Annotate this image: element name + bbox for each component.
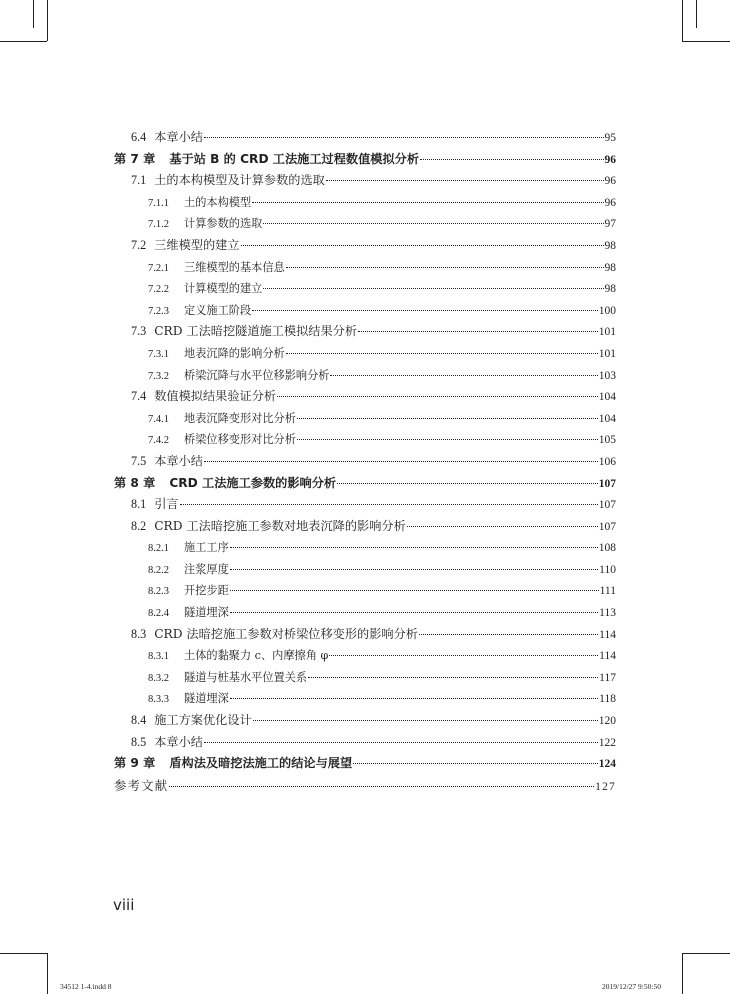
toc-entry-number: 7.3.1 [148,348,169,360]
toc-entry-sub [114,300,616,322]
crop-mark [682,953,683,994]
toc-entry-title: 隧道与桩基水平位置关系 [184,670,308,684]
toc-entry-sub [114,602,616,624]
toc-entry-number: 7.3 [131,324,147,339]
toc-entry-number: 8.3.3 [148,694,169,706]
toc-entry-page: 122 [598,736,616,749]
toc-entry-sub [114,537,616,559]
toc-entry-title: 本章小结 [154,734,203,749]
toc-entry-page: 110 [599,563,616,576]
toc-entry-title: 数值模拟结果验证分析 [154,389,277,404]
crop-mark [682,41,730,42]
toc-entry-sub [114,192,616,214]
toc-entry-section [114,170,616,192]
dot-leader [169,786,594,787]
toc-entry-page: 118 [599,693,616,706]
toc-entry-sub [114,688,616,710]
toc-entry-page: 104 [598,391,616,404]
toc-entry-page: 104 [598,412,616,425]
toc-entry-title: 定义施工阶段 [184,303,252,317]
crop-mark [682,953,730,954]
toc-entry-number: 8.3.1 [148,651,169,663]
toc-entry-section [114,386,616,408]
toc-entry-sub [114,257,616,279]
dot-leader [204,742,598,743]
toc-entry-number: 7.1 [131,173,147,188]
toc-entry-chapter [114,473,616,495]
slug-file: 34512 1-4.indd 8 [60,982,112,991]
toc-entry-number: 7.2 [131,237,147,252]
dot-leader [230,590,599,591]
toc-entry-title: 注浆厚度 [184,562,229,576]
toc-entry-number: 8.2.3 [148,586,169,598]
dot-leader [286,267,604,268]
toc-entry-page: 100 [598,304,616,317]
dot-leader [230,612,598,613]
toc-entry-title: 土的本构模型 [184,195,252,209]
toc-entry-title: CRD 工法暗挖施工参数对地表沉降的影响分析 [154,518,406,533]
toc-entry-chapter [114,149,616,171]
table-of-contents [114,127,616,796]
dot-leader [308,677,598,678]
toc-entry-page: 114 [599,628,616,641]
toc-entry-number: 8.5 [131,734,147,749]
toc-entry-sub [114,278,616,300]
crop-mark [33,0,34,28]
dot-leader [329,655,598,656]
toc-entry-number: 8.2.1 [148,543,169,555]
toc-entry-number: 8.2 [131,518,147,533]
toc-entry-page: 117 [599,671,616,684]
toc-entry-page: 106 [598,455,616,468]
toc-entry-section [114,235,616,257]
toc-entry-page: 101 [598,326,616,339]
toc-entry-chapter [114,753,616,775]
crop-mark [47,0,48,41]
toc-entry-section [114,321,616,343]
toc-entry-number: 8.3.2 [148,672,169,684]
toc-entry-page: 124 [598,758,616,771]
dot-leader [407,526,598,527]
toc-entry-title: 引言 [154,497,179,512]
toc-entry-section [114,710,616,732]
toc-entry-page: 107 [598,520,616,533]
toc-entry-title: 参考文献 [114,777,169,793]
toc-entry-page: 107 [598,477,616,490]
toc-entry-page: 101 [598,347,616,360]
toc-entry-title: 土的本构模型及计算参数的选取 [154,173,325,188]
dot-leader [419,634,598,635]
toc-entry-section [114,732,616,754]
toc-entry-sub [114,365,616,387]
dot-leader [252,202,603,203]
toc-entry-number: 8.2.4 [148,608,169,620]
toc-entry-section [114,624,616,646]
toc-entry-number: 7.3.2 [148,370,169,382]
toc-entry-title: 施工工序 [184,541,229,555]
dot-leader [204,137,604,138]
dot-leader [277,396,598,397]
toc-entry-number: 8.1 [131,497,147,512]
toc-entry-section [114,451,616,473]
toc-entry-sub [114,667,616,689]
crop-mark [0,41,47,42]
toc-entry-number: 8.2.2 [148,564,169,576]
toc-entry-number: 7.1.1 [148,197,169,209]
dot-leader [326,180,604,181]
toc-entry-title: 隧道埋深 [184,606,229,620]
dot-leader [297,439,598,440]
toc-entry-page: 114 [599,650,616,663]
toc-entry-title: CRD 法暗挖施工参数对桥梁位移变形的影响分析 [154,626,418,641]
dot-leader [337,483,598,484]
toc-entry-number: 8.4 [131,713,147,728]
toc-entry-sub [114,645,616,667]
toc-entry-number: 7.2.2 [148,284,169,296]
toc-entry-sub [114,559,616,581]
toc-entry-number: 7.2.1 [148,262,169,274]
toc-entry-title: 开挖步距 [184,584,229,598]
dot-leader [263,223,603,224]
toc-entry-page: 96 [604,153,616,166]
toc-entry-title: 隧道埋深 [184,692,229,706]
toc-entry-page: 127 [595,780,616,793]
toc-entry-page: 111 [599,585,616,598]
crop-mark [696,0,697,28]
toc-entry-sub [114,343,616,365]
toc-entry-section [114,516,616,538]
toc-entry-page: 96 [604,175,616,188]
toc-entry-number: 6.4 [131,130,147,144]
toc-entry-page: 113 [599,607,616,620]
toc-entry-title: 地表沉降的影响分析 [184,346,285,360]
toc-entry-title: CRD 工法施工参数的影响分析 [169,475,337,490]
toc-entry-page: 98 [604,261,616,274]
toc-entry-page: 98 [604,283,616,296]
dot-leader [358,331,598,332]
dot-leader [263,288,603,289]
dot-leader [286,353,598,354]
dot-leader [180,504,598,505]
toc-entry-title: 桥梁沉降与水平位移影响分析 [184,368,330,382]
toc-entry-page: 97 [604,218,616,231]
toc-entry-ref [114,775,616,797]
toc-entry-sub [114,213,616,235]
dot-leader [230,569,598,570]
dot-leader [230,547,598,548]
toc-entry-title: 本章小结 [154,453,203,468]
toc-entry-title: 三维模型的建立 [154,237,240,252]
dot-leader [204,461,598,462]
toc-entry-number: 7.4 [131,389,147,404]
toc-entry-title: 计算模型的建立 [184,282,263,296]
toc-entry-title: 地表沉降变形对比分析 [184,411,296,425]
crop-mark [0,953,47,954]
toc-entry-number: 7.4.2 [148,435,169,447]
dot-leader [253,720,598,721]
toc-entry-section [114,127,616,149]
toc-entry-title: CRD 工法暗挖隧道施工模拟结果分析 [154,324,358,339]
toc-entry-title: 计算参数的选取 [184,217,263,231]
toc-entry-sub [114,408,616,430]
toc-entry-page: 96 [604,196,616,209]
dot-leader [330,375,597,376]
toc-entry-number: 7.5 [131,453,147,468]
toc-entry-title: 桥梁位移变形对比分析 [184,433,296,447]
toc-entry-sub [114,429,616,451]
crop-mark [682,0,683,41]
toc-entry-title: 土体的黏聚力 c、内摩擦角 φ [184,649,329,663]
toc-entry-number: 第 9 章 [114,756,156,771]
dot-leader [252,310,598,311]
dot-leader [353,763,598,764]
toc-entry-page: 120 [598,715,616,728]
slug-timestamp: 2019/12/27 9:50:50 [602,982,661,991]
toc-entry-page: 98 [604,239,616,252]
page-number: viii [113,896,135,914]
toc-entry-page: 95 [604,132,616,144]
toc-entry-title: 本章小结 [154,130,203,144]
toc-entry-page: 103 [598,369,616,382]
toc-entry-number: 第 8 章 [114,475,156,490]
dot-leader [241,245,604,246]
toc-entry-title: 三维模型的基本信息 [184,260,285,274]
toc-entry-page: 107 [598,499,616,512]
toc-entry-page: 105 [598,434,616,447]
toc-entry-page: 108 [598,542,616,555]
dot-leader [420,159,603,160]
toc-entry-title: 基于站 B 的 CRD 工法施工过程数值模拟分析 [169,151,420,166]
toc-entry-sub [114,580,616,602]
toc-entry-number: 8.3 [131,626,147,641]
dot-leader [297,418,598,419]
crop-mark [47,953,48,994]
toc-entry-title: 施工方案优化设计 [154,713,252,728]
toc-entry-number: 7.2.3 [148,305,169,317]
dot-leader [230,698,598,699]
toc-entry-title: 盾构法及暗挖法施工的结论与展望 [169,756,353,771]
toc-entry-section [114,494,616,516]
toc-entry-number: 第 7 章 [114,151,156,166]
toc-entry-number: 7.4.1 [148,413,169,425]
toc-entry-number: 7.1.2 [148,219,169,231]
